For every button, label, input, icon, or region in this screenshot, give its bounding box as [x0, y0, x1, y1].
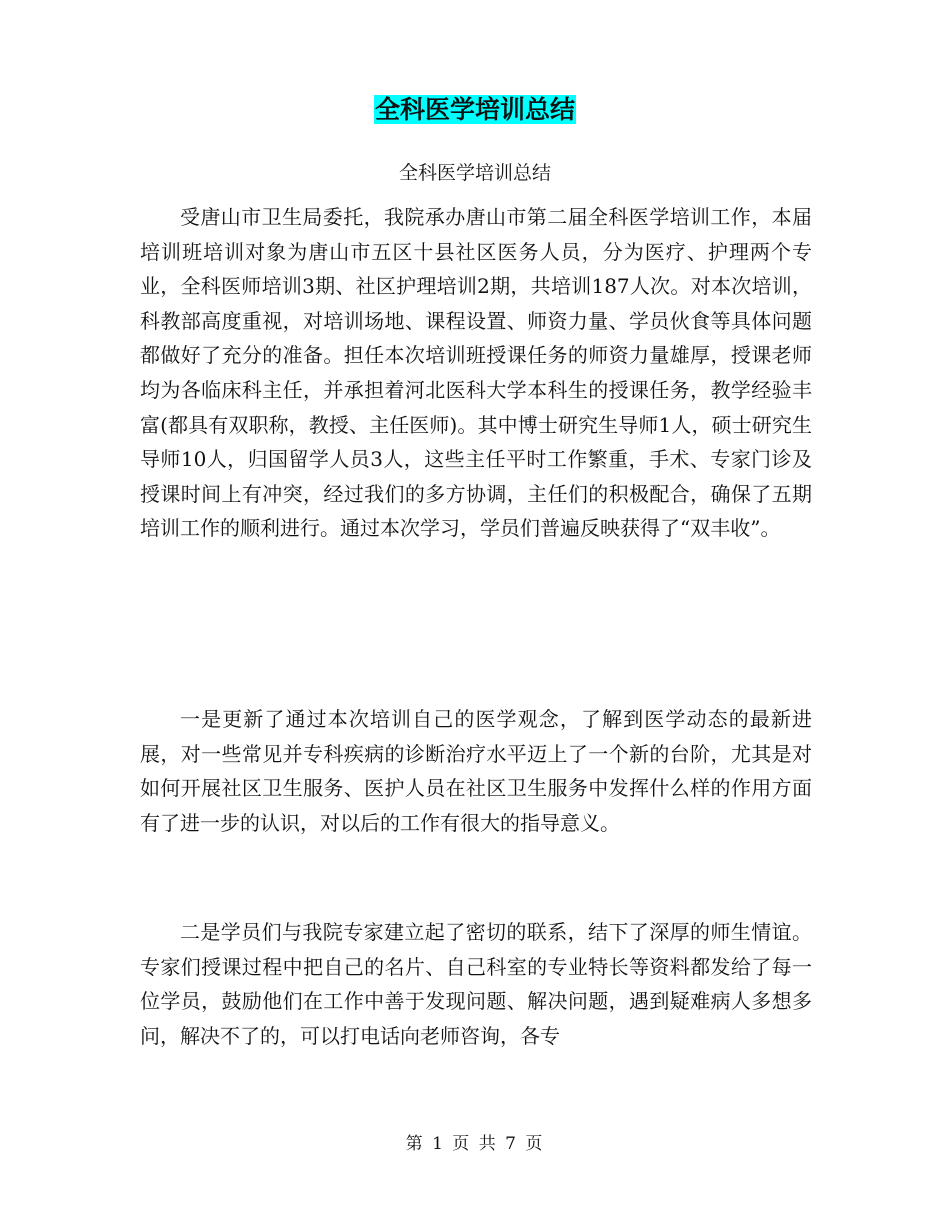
title-highlight: 全科医学培训总结: [374, 95, 575, 124]
document-title: [0, 93, 950, 127]
paragraph-point-two: 二是学员们与我院专家建立起了密切的联系，结下了深厚的师生情谊。专家们授课过程中把自己的名片、自己科室的专业特长等资料都发给了每一位学员，鼓励他们在工作中善于发现问题、解决问题，遇到疑难病人多想多问，解决不了的，可以打电话向老师咨询，各专: [140, 920, 812, 1048]
paragraph-intro: 受唐山市卫生局委托，我院承办唐山市第二届全科医学培训工作，本届培训班培训对象为唐山市五区十县社区医务人员，分为医疗、护理两个专业，全科医师培训3期、社区护理培训2期，共培训187人次。对本次培训，科教部高度重视，对培训场地、课程设置、师资力量、学员伙食等具体问题都做好了充分的准备。担任本次培训班授课任务的师资力量雄厚，授课老师均为各临床科主任，并承担着河北医科大学本科生的授课任务，教学经验丰富(都具有双职称，教授、主任医师)。其中博士研究生导师1人，硕士研究生导师10人，归国留学人员3人，这些主任平时工作繁重，手术、专家门诊及授课时间上有冲突，经过我们的多方协调，主任们的积极配合，确保了五期培训工作的顺利进行。通过本次学习，学员们普遍反映获得了“双丰收”。: [140, 205, 812, 541]
document-subtitle: 全科医学培训总结: [398, 162, 551, 184]
page-footer: 第 1 页 共 7 页: [405, 1134, 545, 1154]
paragraph-point-one: 一是更新了通过本次培训自己的医学观念，了解到医学动态的最新进展，对一些常见并专科疾病的诊断治疗水平迈上了一个新的台阶，尤其是对如何开展社区卫生服务、医护人员在社区卫生服务中发挥什么样的作用方面有了进一步的认识，对以后的工作有很大的指导意义。: [140, 707, 812, 835]
